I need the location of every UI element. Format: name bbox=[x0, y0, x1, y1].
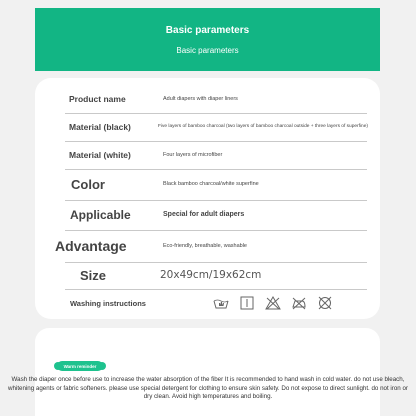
param-row-applicable bbox=[65, 200, 367, 231]
reminder-text: Wash the diaper once before use to increase the water absorption of the fiber It is recommended to hand wash in cold water. do not use bleach, whitening agents or fabric softeners. please use special detergent for clothing to ensure skin safety. Do not expose to direct sunlight. do not iron or dry clean. Avoid high temperatures and boiling. bbox=[8, 376, 408, 401]
param-row-material-white bbox=[65, 141, 367, 170]
param-value: Black bamboo charcoal/white superfine bbox=[163, 181, 259, 188]
header-banner bbox=[35, 8, 380, 71]
do-not-dry-clean-icon bbox=[317, 296, 333, 315]
reminder-panel bbox=[35, 328, 380, 416]
param-row-material-black bbox=[65, 113, 367, 142]
param-value: Five layers of bamboo charcoal (two layers of bamboo charcoal outside + three layers of superfine) bbox=[158, 124, 368, 130]
washing-icons bbox=[213, 296, 333, 315]
param-row-product-name bbox=[65, 85, 367, 114]
do-not-iron-icon bbox=[291, 296, 307, 315]
do-not-bleach-icon bbox=[265, 296, 281, 315]
param-row-washing bbox=[65, 289, 367, 317]
param-value: 20x49cm/19x62cm bbox=[160, 269, 262, 282]
param-label: Material (white) bbox=[69, 150, 131, 160]
param-label: Product name bbox=[69, 94, 126, 104]
banner-subtitle: Basic parameters bbox=[176, 45, 239, 55]
param-value: Eco-friendly, breathable, washable bbox=[163, 242, 247, 249]
param-value: Adult diapers with diaper liners bbox=[163, 95, 238, 102]
hand-wash-icon bbox=[213, 296, 229, 315]
param-row-size bbox=[65, 262, 367, 290]
param-label: Material (black) bbox=[69, 122, 131, 132]
line-dry-icon bbox=[239, 296, 255, 315]
param-label: Color bbox=[71, 177, 105, 192]
banner-title: Basic parameters bbox=[165, 24, 250, 36]
parameters-card bbox=[35, 78, 380, 319]
reminder-badge: Warm reminder bbox=[57, 361, 103, 371]
param-value: Special for adult diapers bbox=[163, 210, 245, 218]
param-label: Applicable bbox=[70, 208, 131, 222]
param-value: Four layers of microfiber bbox=[163, 151, 223, 158]
param-row-advantage bbox=[55, 230, 367, 263]
param-row-color bbox=[65, 169, 367, 201]
param-label: Size bbox=[80, 268, 107, 283]
param-label: Advantage bbox=[55, 238, 127, 254]
param-label: Washing instructions bbox=[70, 298, 146, 308]
